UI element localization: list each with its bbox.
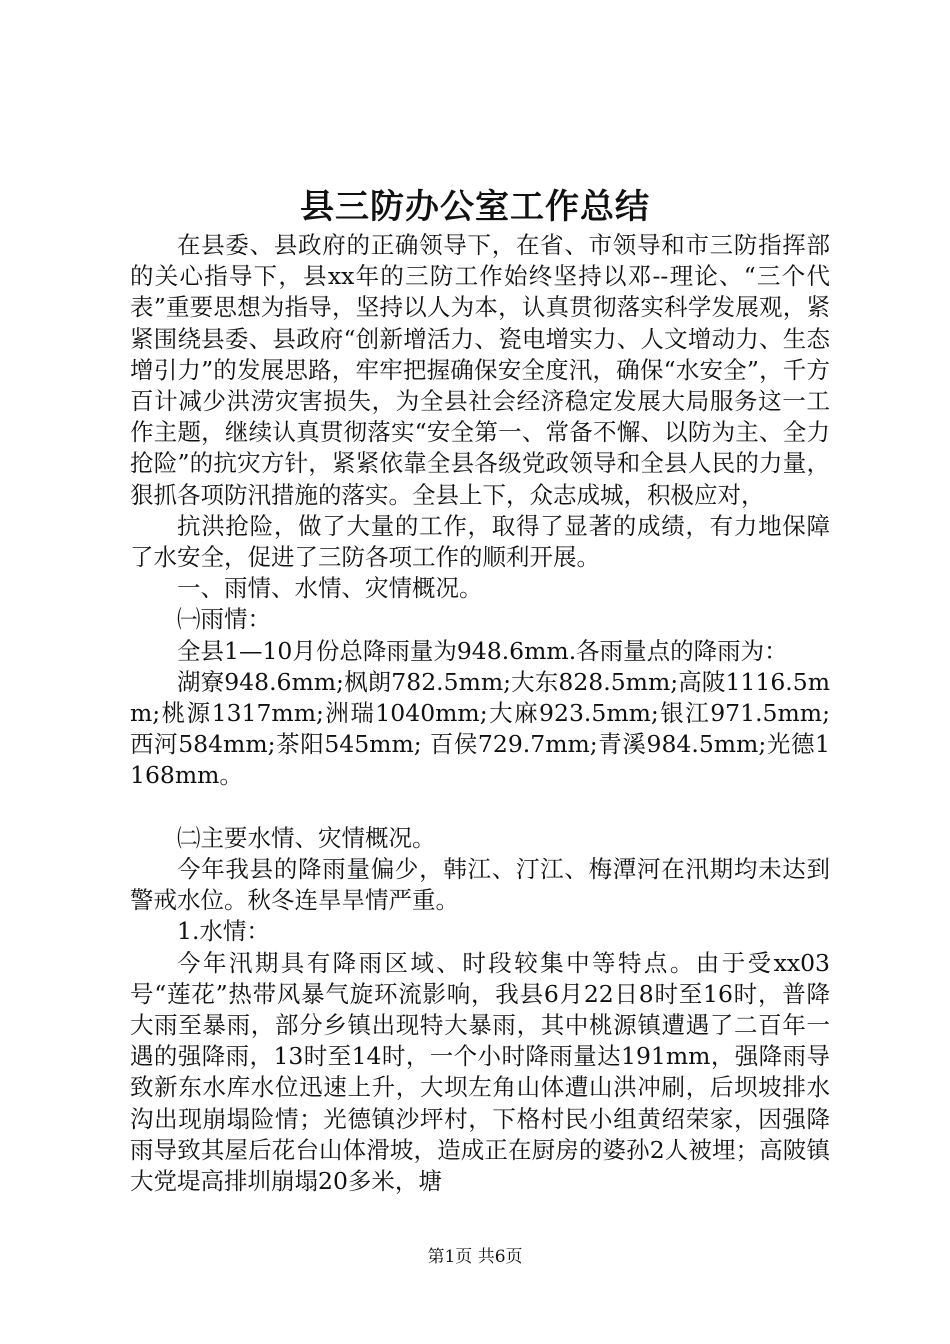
subsection-heading-rainfall: ㈠雨情： xyxy=(177,605,271,634)
paragraph-flood-season: 今年汛期具有降雨区域、时段较集中等特点。由于受xx03号“莲花”热带风暴气旋环流影响，我县6月22日8时至16时，普降大雨至暴雨，部分乡镇出现特大暴雨，其中桃源镇遭遇了二百年一遇的强降雨，13时至14时，一个小时降雨量达191mm，强降雨导致新东水库水位迅速上升，大坝左角山体遭山洪冲刷，后坝坡排水沟出现崩塌险情；光德镇沙坪村，下格村民小组黄绍荣家，因强降雨导致其屋后花台山体滑坡，造成正在厨房的婆孙2人被埋；高陂镇大党堤高排圳崩塌20多米，塘 xyxy=(130,948,830,1196)
section-heading-overview: 一、雨情、水情、灾情概况。 xyxy=(177,574,483,603)
paragraph-water-summary: 今年我县的降雨量偏少，韩江、汀江、梅潭河在汛期均未达到警戒水位。秋冬连旱旱情严重。 xyxy=(130,855,830,915)
paragraph-total-rainfall: 全县1—10月份总降雨量为948.6mm.各雨量点的降雨为： xyxy=(177,636,788,665)
document-title: 县三防办公室工作总结 xyxy=(300,187,650,227)
page-number: 第1页 共6页 xyxy=(427,1247,523,1267)
paragraph-rainfall-stations: 湖寮948.6mm;枫朗782.5mm;大东828.5mm;高陂1116.5mm;桃源1317mm;洲瑞1040mm;大麻923.5mm;银江971.5mm;西河584mm;茶阳545mm; 百侯729.7mm;青溪984.5mm;光德1168mm。 xyxy=(130,667,830,790)
paragraph-intro: 在县委、县政府的正确领导下，在省、市领导和市三防指挥部的关心指导下，县xx年的三防工作始终坚持以邓--理论、“三个代表”重要思想为指导，坚持以人为本，认真贯彻落实科学发展观，紧紧围绕县委、县政府“创新增活力、瓷电增实力、人文增动力、生态增引力”的发展思路，牢牢把握确保安全度汛，确保“水安全”，千方百计减少洪涝灾害损失，为全县社会经济稳定发展大局服务这一工作主题，继续认真贯彻落实“安全第一、常备不懈、以防为主、全力抢险”的抗灾方针，紧紧依靠全县各级党政领导和全县人民的力量，狠抓各项防汛措施的落实。全县上下，众志成城，积极应对， xyxy=(130,231,830,509)
document-body xyxy=(130,230,830,1197)
item-heading-water-regime: 1.水情： xyxy=(177,917,270,946)
blank-line xyxy=(130,792,830,823)
subsection-heading-water-disaster: ㈡主要水情、灾情概况。 xyxy=(177,823,436,852)
paragraph-continuation: 抗洪抢险，做了大量的工作，取得了显著的成绩，有力地保障了水安全，促进了三防各项工作的顺利开展。 xyxy=(130,511,830,572)
